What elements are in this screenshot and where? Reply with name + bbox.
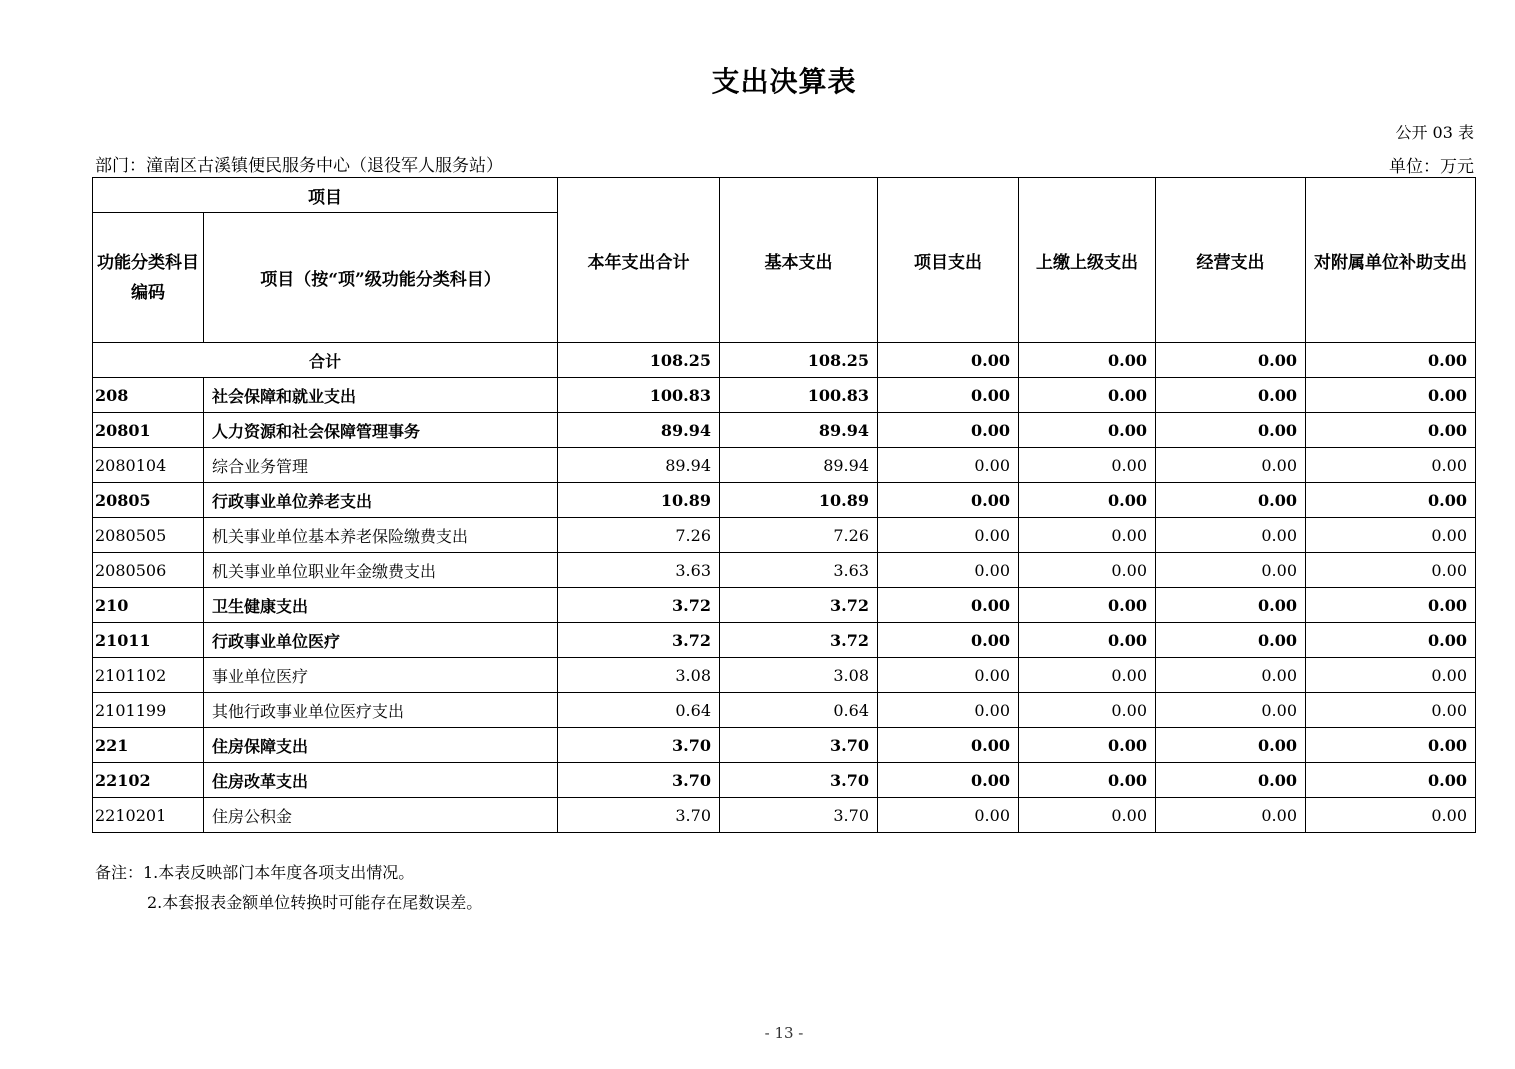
row-name: 住房改革支出 [204,763,558,798]
total-label: 合计 [93,343,558,378]
row-value: 89.94 [558,448,720,483]
row-code: 22102 [93,763,204,798]
row-code: 210 [93,588,204,623]
row-value: 0.00 [1019,693,1156,728]
table-row [93,658,1476,693]
row-value: 3.08 [558,658,720,693]
row-value: 0.00 [1019,448,1156,483]
table-row [93,483,1476,518]
row-value: 3.08 [720,658,878,693]
row-value: 0.00 [1306,413,1476,448]
row-code: 2080505 [93,518,204,553]
row-value: 10.89 [558,483,720,518]
row-value: 3.70 [558,763,720,798]
row-name: 住房保障支出 [204,728,558,763]
row-value: 0.00 [1019,763,1156,798]
row-value: 10.89 [720,483,878,518]
row-value: 7.26 [558,518,720,553]
row-value: 89.94 [720,448,878,483]
row-value: 0.00 [1019,378,1156,413]
row-value: 3.70 [558,728,720,763]
row-value: 0.64 [558,693,720,728]
row-value: 0.00 [1156,728,1306,763]
row-value: 0.00 [1306,588,1476,623]
table-row [93,728,1476,763]
row-value: 3.70 [720,798,878,833]
row-value: 0.00 [878,763,1019,798]
row-value: 7.26 [720,518,878,553]
row-value: 0.00 [1306,553,1476,588]
row-value: 0.64 [720,693,878,728]
row-value: 3.70 [720,763,878,798]
table-row [93,413,1476,448]
row-value: 0.00 [1019,483,1156,518]
header-name: 项目（按“项”级功能分类科目） [204,213,558,343]
row-value: 0.00 [1306,728,1476,763]
row-value: 0.00 [1306,518,1476,553]
table-row [93,763,1476,798]
row-value: 0.00 [878,588,1019,623]
row-value: 0.00 [878,448,1019,483]
department-label: 部门：潼南区古溪镇便民服务中心（退役军人服务站） [95,156,503,176]
notes [95,858,482,918]
table-row [93,588,1476,623]
row-name: 机关事业单位基本养老保险缴费支出 [204,518,558,553]
row-value: 0.00 [1306,378,1476,413]
row-name: 行政事业单位养老支出 [204,483,558,518]
table-row [93,448,1476,483]
header-project-group: 项目 [93,178,558,213]
row-name: 卫生健康支出 [204,588,558,623]
row-value: 3.72 [558,623,720,658]
row-value: 0.00 [1019,518,1156,553]
row-value: 0.00 [878,553,1019,588]
row-value: 0.00 [1156,798,1306,833]
row-value: 0.00 [1156,693,1306,728]
table-row [93,378,1476,413]
total-value: 0.00 [1156,343,1306,378]
row-value: 0.00 [1306,798,1476,833]
row-value: 100.83 [558,378,720,413]
row-value: 0.00 [1306,448,1476,483]
row-value: 0.00 [1306,763,1476,798]
row-value: 0.00 [1156,763,1306,798]
page-title: 支出决算表 [711,65,857,98]
row-value: 3.63 [720,553,878,588]
row-name: 综合业务管理 [204,448,558,483]
row-value: 0.00 [1156,483,1306,518]
note-1: 备注：1.本表反映部门本年度各项支出情况。 [95,863,415,882]
row-value: 0.00 [1156,553,1306,588]
row-code: 20805 [93,483,204,518]
row-value: 0.00 [878,378,1019,413]
row-value: 0.00 [1306,693,1476,728]
row-value: 0.00 [878,798,1019,833]
header-col-subsidy: 对附属单位补助支出 [1306,178,1476,343]
total-value: 0.00 [1019,343,1156,378]
row-name: 事业单位医疗 [204,658,558,693]
total-value: 108.25 [558,343,720,378]
table-row [93,518,1476,553]
row-value: 3.72 [720,588,878,623]
row-value: 0.00 [878,483,1019,518]
row-code: 221 [93,728,204,763]
row-value: 0.00 [1019,413,1156,448]
total-row [93,343,1476,378]
header-col-business: 经营支出 [1156,178,1306,343]
total-value: 108.25 [720,343,878,378]
row-name: 人力资源和社会保障管理事务 [204,413,558,448]
table-row [93,798,1476,833]
row-code: 2210201 [93,798,204,833]
header-col-upper: 上缴上级支出 [1019,178,1156,343]
header-col-project: 项目支出 [878,178,1019,343]
row-value: 0.00 [1306,623,1476,658]
row-value: 0.00 [1019,798,1156,833]
row-value: 0.00 [878,518,1019,553]
row-value: 0.00 [878,658,1019,693]
row-value: 0.00 [1156,658,1306,693]
row-code: 2080506 [93,553,204,588]
row-value: 0.00 [878,728,1019,763]
header-col-basic: 基本支出 [720,178,878,343]
note-2: 2.本套报表金额单位转换时可能存在尾数误差。 [147,893,483,912]
row-value: 0.00 [1019,623,1156,658]
row-value: 0.00 [1019,658,1156,693]
expenditure-table [92,177,1476,833]
row-value: 0.00 [1156,378,1306,413]
row-code: 20801 [93,413,204,448]
row-name: 社会保障和就业支出 [204,378,558,413]
unit-label: 单位：万元 [1389,157,1474,177]
row-code: 208 [93,378,204,413]
row-value: 0.00 [1019,588,1156,623]
row-value: 0.00 [1156,448,1306,483]
table-row [93,623,1476,658]
row-name: 行政事业单位医疗 [204,623,558,658]
row-code: 21011 [93,623,204,658]
row-value: 0.00 [1019,728,1156,763]
row-value: 3.70 [558,798,720,833]
page-number: - 13 - [764,1024,804,1042]
row-value: 89.94 [720,413,878,448]
row-code: 2080104 [93,448,204,483]
row-value: 0.00 [1306,483,1476,518]
row-value: 0.00 [1156,518,1306,553]
table-row [93,693,1476,728]
row-value: 0.00 [878,413,1019,448]
row-name: 机关事业单位职业年金缴费支出 [204,553,558,588]
row-value: 89.94 [558,413,720,448]
header-code: 功能分类科目编码 [93,213,204,343]
row-value: 0.00 [1156,413,1306,448]
row-value: 0.00 [878,623,1019,658]
row-value: 0.00 [1306,658,1476,693]
row-name: 住房公积金 [204,798,558,833]
row-value: 3.63 [558,553,720,588]
table-row [93,553,1476,588]
row-value: 3.70 [720,728,878,763]
row-name: 其他行政事业单位医疗支出 [204,693,558,728]
header-col-total: 本年支出合计 [558,178,720,343]
total-value: 0.00 [878,343,1019,378]
total-value: 0.00 [1306,343,1476,378]
row-value: 0.00 [1156,623,1306,658]
row-value: 3.72 [720,623,878,658]
row-value: 100.83 [720,378,878,413]
row-code: 2101102 [93,658,204,693]
row-code: 2101199 [93,693,204,728]
row-value: 0.00 [878,693,1019,728]
row-value: 0.00 [1156,588,1306,623]
row-value: 3.72 [558,588,720,623]
table-number: 公开 03 表 [1395,123,1474,142]
row-value: 0.00 [1019,553,1156,588]
